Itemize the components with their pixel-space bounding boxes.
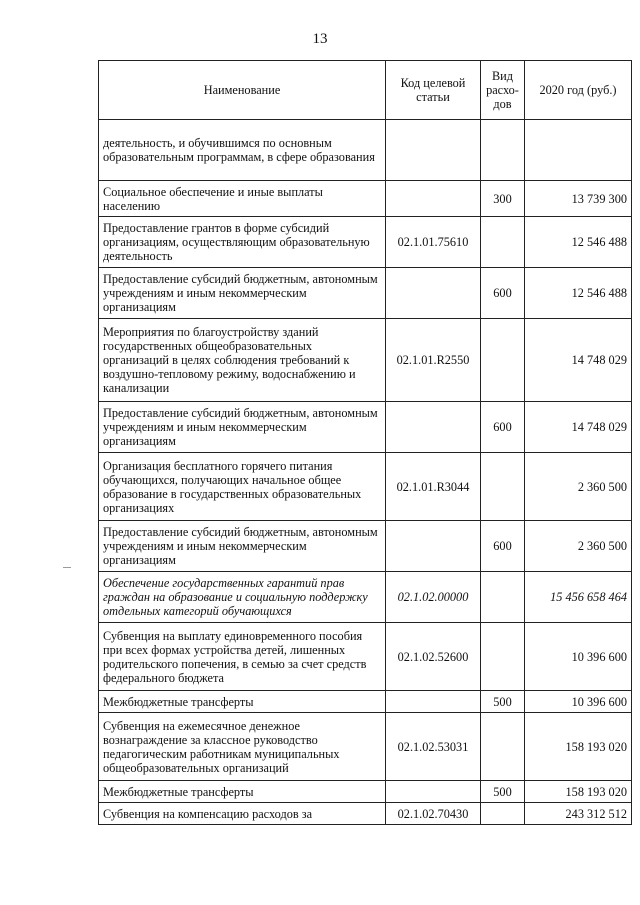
row-sum-cell: 10 396 600 [525, 691, 632, 713]
budget-table [98, 60, 632, 825]
row-vid-cell: 600 [481, 402, 525, 453]
table-row [99, 803, 632, 825]
row-sum-cell: 158 193 020 [525, 781, 632, 803]
row-vid-cell: 600 [481, 521, 525, 572]
row-code-cell [386, 402, 481, 453]
table-row [99, 521, 632, 572]
row-sum-cell: 10 396 600 [525, 623, 632, 691]
row-code-cell: 02.1.02.53031 [386, 713, 481, 781]
row-name-cell: Субвенция на выплату единовременного пособия при всех формах устройства детей, лишенных родительского попечения, в семью за счет средств федерального бюджета [99, 623, 386, 691]
row-sum-cell: 2 360 500 [525, 521, 632, 572]
row-name-cell: Межбюджетные трансферты [99, 781, 386, 803]
row-sum-cell: 2 360 500 [525, 453, 632, 521]
row-name-cell: Обеспечение государственных гарантий прав граждан на образование и социальную поддержку отдельных категорий обучающихся [99, 572, 386, 623]
row-code-cell: 02.1.01.75610 [386, 217, 481, 268]
row-name-cell: Предоставление субсидий бюджетным, автономным учреждениям и иным некоммерческим организациям [99, 402, 386, 453]
row-sum-cell: 12 546 488 [525, 268, 632, 319]
row-code-cell [386, 120, 481, 181]
table-row [99, 120, 632, 181]
header-vid: Вид расхо-дов [481, 61, 525, 120]
row-sum-cell: 243 312 512 [525, 803, 632, 825]
table-row [99, 217, 632, 268]
table-row [99, 453, 632, 521]
row-vid-cell: 300 [481, 181, 525, 217]
row-name-cell: Межбюджетные трансферты [99, 691, 386, 713]
row-vid-cell [481, 319, 525, 402]
row-name-cell: Социальное обеспечение и иные выплаты населению [99, 181, 386, 217]
table-row [99, 713, 632, 781]
row-vid-cell [481, 120, 525, 181]
header-name: Наименование [99, 61, 386, 120]
row-sum-cell: 15 456 658 464 [525, 572, 632, 623]
row-vid-cell [481, 217, 525, 268]
row-code-cell [386, 268, 481, 319]
table-body [99, 120, 632, 825]
row-vid-cell: 500 [481, 691, 525, 713]
table-row [99, 319, 632, 402]
row-name-cell: Субвенция на ежемесячное денежное вознаграждение за классное руководство педагогическим работникам муниципальных общеобразовательных организаций [99, 713, 386, 781]
row-sum-cell [525, 120, 632, 181]
table-row [99, 781, 632, 803]
header-code: Код целевой статьи [386, 61, 481, 120]
row-code-cell: 02.1.02.70430 [386, 803, 481, 825]
row-name-cell: Предоставление субсидий бюджетным, автономным учреждениям и иным некоммерческим организациям [99, 521, 386, 572]
table-row [99, 623, 632, 691]
row-vid-cell: 600 [481, 268, 525, 319]
row-vid-cell: 500 [481, 781, 525, 803]
row-vid-cell [481, 453, 525, 521]
row-name-cell: Предоставление грантов в форме субсидий организациям, осуществляющим образовательную деятельность [99, 217, 386, 268]
row-code-cell [386, 181, 481, 217]
header-sum: 2020 год (руб.) [525, 61, 632, 120]
table-row [99, 268, 632, 319]
row-vid-cell [481, 572, 525, 623]
row-sum-cell: 14 748 029 [525, 319, 632, 402]
page-number: 13 [312, 31, 328, 47]
row-code-cell [386, 781, 481, 803]
table-row [99, 402, 632, 453]
row-code-cell [386, 521, 481, 572]
row-code-cell: 02.1.02.00000 [386, 572, 481, 623]
table-row [99, 572, 632, 623]
row-name-cell: Предоставление субсидий бюджетным, автономным учреждениям и иным некоммерческим организациям [99, 268, 386, 319]
table-row [99, 691, 632, 713]
row-sum-cell: 13 739 300 [525, 181, 632, 217]
row-code-cell [386, 691, 481, 713]
row-code-cell: 02.1.02.52600 [386, 623, 481, 691]
row-name-cell: Организация бесплатного горячего питания обучающихся, получающих начальное общее образование в государственных образовательных организациях [99, 453, 386, 521]
table-header [99, 61, 632, 120]
row-vid-cell [481, 803, 525, 825]
margin-mark [63, 567, 71, 568]
row-vid-cell [481, 623, 525, 691]
table-row [99, 181, 632, 217]
header-row [99, 61, 632, 120]
row-sum-cell: 14 748 029 [525, 402, 632, 453]
row-sum-cell: 158 193 020 [525, 713, 632, 781]
row-sum-cell: 12 546 488 [525, 217, 632, 268]
row-name-cell: деятельность, и обучившимся по основным образовательным программам, в сфере образования [99, 120, 386, 181]
row-code-cell: 02.1.01.R3044 [386, 453, 481, 521]
row-name-cell: Мероприятия по благоустройству зданий государственных общеобразовательных организаций в целях соблюдения требований к воздушно-тепловому режиму, водоснабжению и канализации [99, 319, 386, 402]
row-name-cell: Субвенция на компенсацию расходов за [99, 803, 386, 825]
row-vid-cell [481, 713, 525, 781]
row-code-cell: 02.1.01.R2550 [386, 319, 481, 402]
